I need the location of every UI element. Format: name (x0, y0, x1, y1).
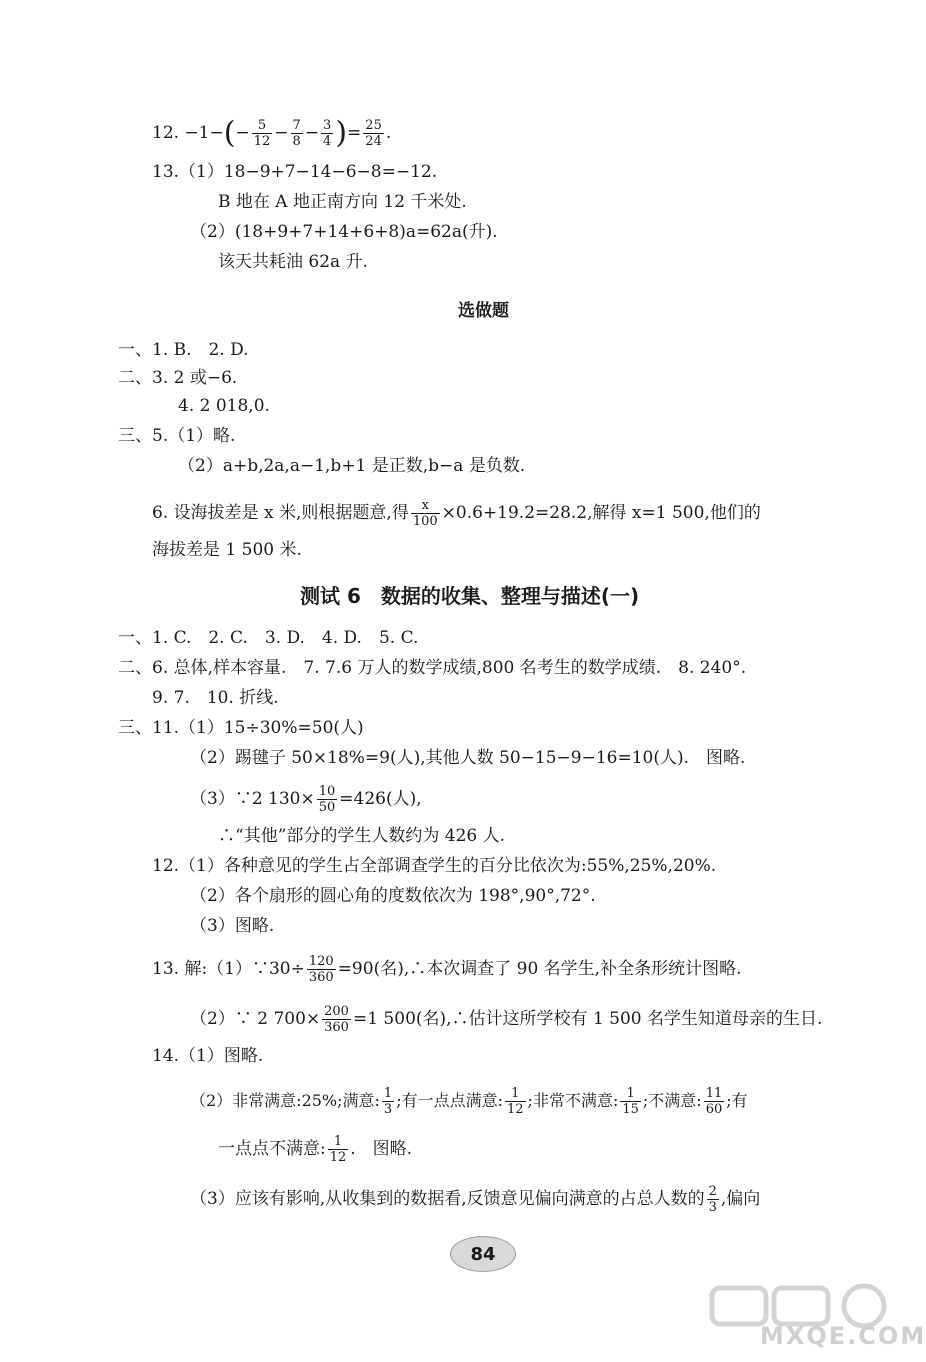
watermark-text: MXQE.COM (760, 1322, 926, 1350)
test-line-12: （2）∵ 2 700× $\frac{200}{360}$ =1 500(名),∴估计这所学校有 1 500 名学生知道母亲的生日. (190, 1004, 823, 1035)
opt-line-6-cont: 海拔差是 1 500 米. (152, 540, 302, 560)
test-line-16: （3）应该有影响,从收集到的数据看,反馈意见偏向满意的占总人数的 $\frac{2}{3}$ ,偏向 (190, 1184, 761, 1215)
test-line-1: 一、1. C. 2. C. 3. D. 4. D. 5. C. (118, 628, 419, 648)
fraction: $\frac{x}{100}$ (412, 498, 438, 529)
opt-line-1: 一、1. B. 2. D. (118, 340, 249, 360)
fraction: $\frac{10}{50}$ (318, 784, 336, 815)
fraction: $\frac{11}{60}$ (705, 1086, 723, 1117)
page-number: 84 (450, 1236, 516, 1272)
section-title-optional: 选做题 (458, 301, 509, 321)
answer-12: 12. −1−(− $\frac{5}{12}$ − $\frac{7}{8}$ − $\frac{3}{4}$ )= $\frac{25}{24}$ . (152, 115, 392, 151)
test-line-6: （3）∵2 130× $\frac{10}{50}$ =426(人), (190, 784, 422, 815)
answer-13-1-note: B 地在 A 地正南方向 12 千米处. (218, 192, 467, 212)
test-line-5: （2）踢毽子 50×18%=9(人),其他人数 50−15−9−16=10(人). 图略. (190, 748, 746, 768)
fraction: $\frac{1}{12}$ (507, 1086, 524, 1117)
fraction: $\frac{120}{360}$ (308, 954, 334, 985)
opt-line-4: 三、5.（1）略. (118, 426, 236, 446)
opt-line-2: 二、3. 2 或−6. (118, 368, 238, 388)
answer-13-1: 13.（1）18−9+7−14−6−8=−12. (152, 162, 438, 182)
opt-line-5: （2）a+b,2a,a−1,b+1 是正数,b−a 是负数. (178, 456, 526, 476)
test-line-13: 14.（1）图略. (152, 1046, 264, 1066)
test-line-8: 12.（1）各种意见的学生占全部调查学生的百分比依次为:55%,25%,20%. (152, 856, 717, 876)
test-line-9: （2）各个扇形的圆心角的度数依次为 198°,90°,72°. (190, 886, 596, 906)
fraction: $\frac{200}{360}$ (324, 1004, 349, 1035)
test-line-10: （3）图略. (190, 916, 275, 936)
fraction: $\frac{1}{3}$ (383, 1086, 393, 1117)
fraction: $\frac{1}{12}$ (329, 1134, 347, 1165)
test-title: 测试 6 数据的收集、整理与描述(一) (300, 584, 640, 608)
fraction: $\frac{3}{4}$ (323, 118, 332, 149)
answer-13-2-note: 该天共耗油 62a 升. (218, 252, 368, 272)
fraction: $\frac{5}{12}$ (253, 118, 271, 149)
test-line-7: ∴“其他”部分的学生人数约为 426 人. (218, 826, 506, 846)
fraction: $\frac{7}{8}$ (292, 118, 301, 149)
test-line-3: 9. 7. 10. 折线. (152, 688, 279, 708)
fraction: $\frac{2}{3}$ (708, 1184, 717, 1215)
test-line-15: 一点点不满意: $\frac{1}{12}$ . 图略. (218, 1134, 413, 1165)
fraction: $\frac{25}{24}$ (365, 118, 382, 149)
test-line-4: 三、11.（1）15÷30%=50(人) (118, 718, 364, 738)
opt-line-6: 6. 设海拔差是 x 米,则根据题意,得 $\frac{x}{100}$ ×0.6+19.2=28.2,解得 x=1 500,他们的 (152, 498, 761, 529)
test-line-11: 13. 解:（1）∵30÷ $\frac{120}{360}$ =90(名),∴本次调查了 90 名学生,补全条形统计图略. (152, 954, 742, 985)
test-line-14: （2）非常满意:25%;满意: $\frac{1}{3}$ ;有一点点满意: $\frac{1}{12}$ ;非常不满意: $\frac{1}{15}$ ;不满意: $\frac{11}{60}$ ;有 (190, 1086, 748, 1117)
test-line-2: 二、6. 总体,样本容量. 7. 7.6 万人的数学成绩,800 名考生的数学成绩. 8. 240°. (118, 658, 747, 678)
fraction: $\frac{1}{15}$ (622, 1086, 639, 1117)
opt-line-3: 4. 2 018,0. (178, 396, 270, 416)
answer-13-2: （2）(18+9+7+14+6+8)a=62a(升). (190, 222, 498, 242)
